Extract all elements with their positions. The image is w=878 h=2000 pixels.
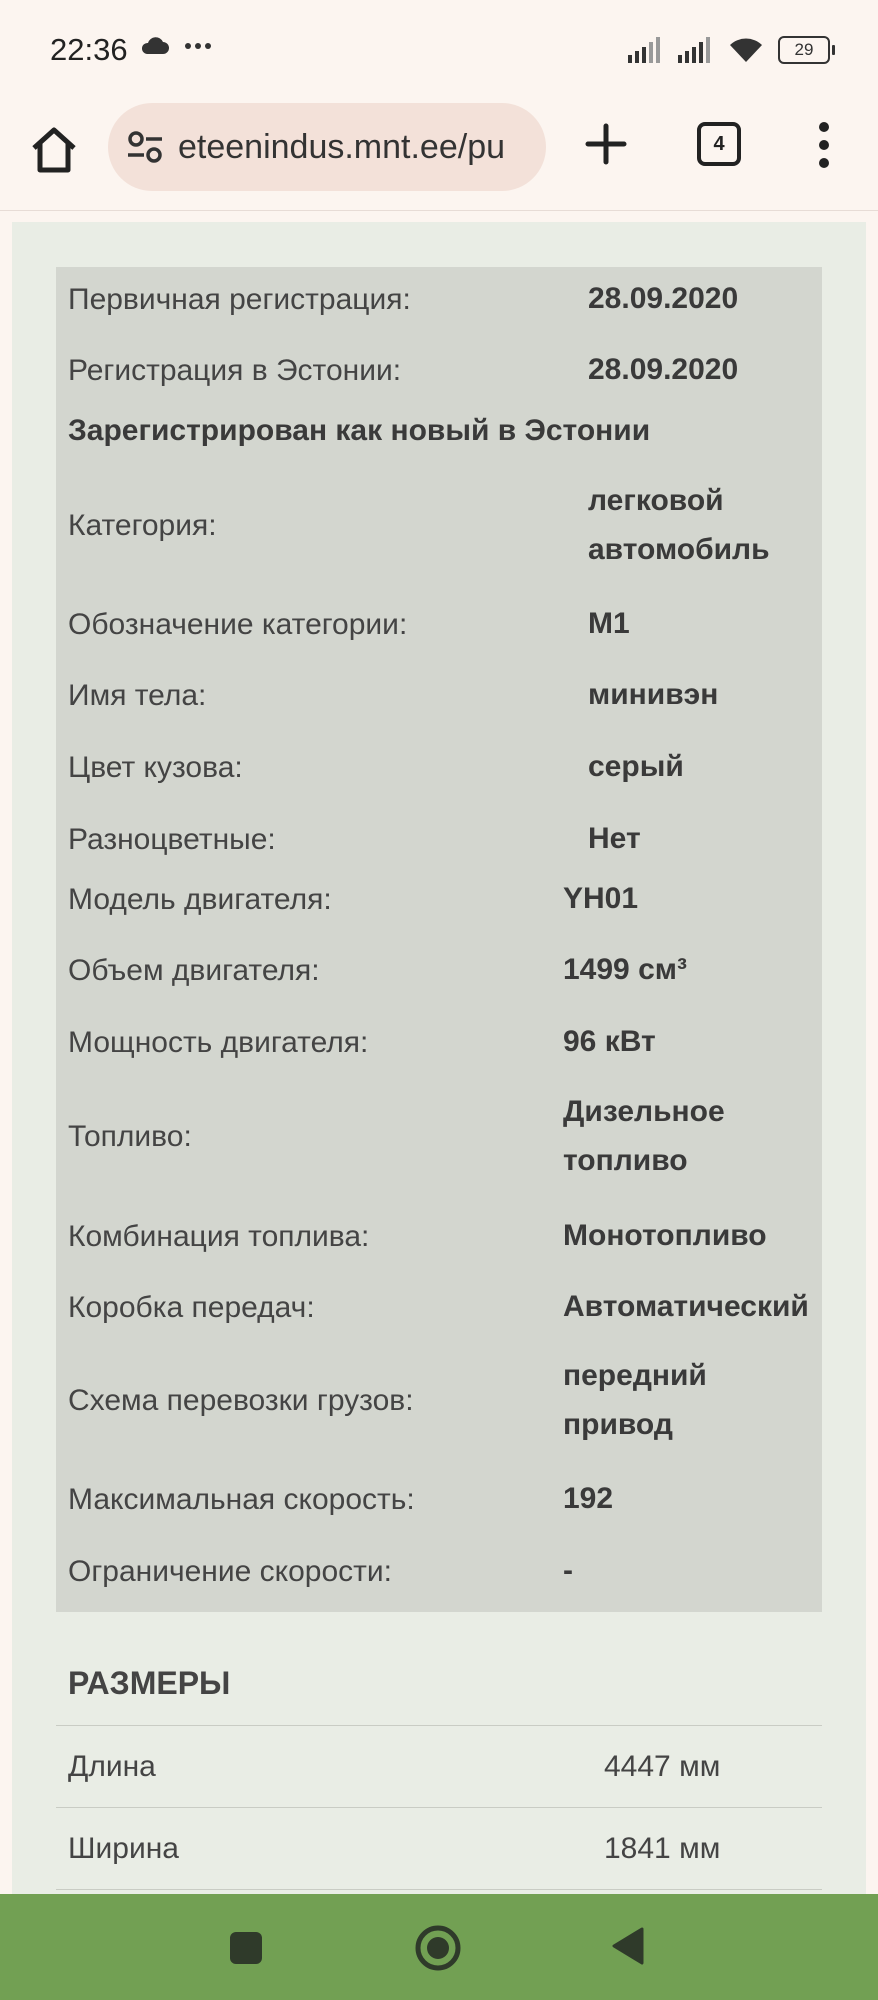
spec-value: M1 xyxy=(588,607,630,640)
signal-icon xyxy=(678,37,714,63)
spec-label: Ограничение скорости: xyxy=(68,1555,392,1588)
spec-value: Монотопливо xyxy=(563,1219,767,1252)
spec-label: Объем двигателя: xyxy=(68,954,320,987)
more-menu-icon[interactable] xyxy=(814,120,834,170)
spec-value: Нет xyxy=(588,822,641,855)
spec-value: Автоматический xyxy=(563,1290,809,1323)
spec-label: Имя тела: xyxy=(68,679,207,712)
spec-value: 96 кВт xyxy=(563,1025,656,1058)
spec-label: Максимальная скорость: xyxy=(68,1483,415,1516)
spec-value: легковой автомобиль xyxy=(588,484,770,566)
table-row xyxy=(56,1725,822,1808)
dimension-value: 1841 мм xyxy=(604,1832,721,1865)
signal-icon xyxy=(628,37,664,63)
home-icon[interactable] xyxy=(28,124,80,176)
spec-value: передний привод xyxy=(563,1359,707,1441)
system-nav-bar xyxy=(0,1894,878,2000)
spec-value: 28.09.2020 xyxy=(588,353,739,386)
spec-label: Модель двигателя: xyxy=(68,883,332,916)
status-time: 22:36 xyxy=(50,32,128,67)
vehicle-spec-panel xyxy=(56,267,822,1612)
browser-toolbar xyxy=(0,100,878,211)
spec-label: Цвет кузова: xyxy=(68,751,243,784)
wifi-icon xyxy=(728,36,764,64)
dimension-value: 4447 мм xyxy=(604,1750,721,1783)
spec-value: серый xyxy=(588,750,684,783)
spec-label: Комбинация топлива: xyxy=(68,1220,370,1253)
home-circle-icon[interactable] xyxy=(414,1924,462,1972)
spec-value: 1499 см³ xyxy=(563,953,687,986)
spec-heading: Зарегистрирован как новый в Эстонии xyxy=(68,414,651,447)
spec-label: Обозначение категории: xyxy=(68,608,408,641)
spec-label: Коробка передач: xyxy=(68,1291,315,1324)
url-text[interactable]: eteenindus.mnt.ee/pu xyxy=(178,127,506,166)
spec-label: Топливо: xyxy=(68,1120,192,1153)
spec-value: Дизельное топливо xyxy=(563,1095,725,1177)
tab-switcher-button[interactable]: 4 xyxy=(697,122,741,166)
spec-label: Схема перевозки грузов: xyxy=(68,1384,414,1417)
dimension-label: Длина xyxy=(68,1750,156,1783)
dimension-label: Ширина xyxy=(68,1832,179,1865)
spec-value: - xyxy=(563,1554,573,1587)
site-settings-icon[interactable] xyxy=(126,128,164,166)
spec-value: YH01 xyxy=(563,882,639,915)
section-title-dimensions: РАЗМЕРЫ xyxy=(68,1665,231,1701)
spec-label: Регистрация в Эстонии: xyxy=(68,354,402,387)
spec-label: Мощность двигателя: xyxy=(68,1026,369,1059)
spec-label: Разноцветные: xyxy=(68,823,276,856)
spec-value: минивэн xyxy=(588,678,719,711)
page-content xyxy=(12,222,866,1900)
battery-icon: 29 xyxy=(778,36,830,64)
spec-value: 192 xyxy=(563,1482,614,1515)
recents-square-icon[interactable] xyxy=(228,1930,264,1966)
url-bar[interactable] xyxy=(108,103,546,191)
new-tab-icon[interactable] xyxy=(582,120,630,168)
more-dots-icon xyxy=(184,41,212,51)
status-bar xyxy=(0,0,878,100)
back-triangle-icon[interactable] xyxy=(610,1926,646,1966)
cloud-icon xyxy=(140,36,170,56)
table-row xyxy=(56,1807,822,1890)
spec-value: 28.09.2020 xyxy=(588,282,739,315)
spec-label: Первичная регистрация: xyxy=(68,283,411,316)
spec-label: Категория: xyxy=(68,509,217,542)
